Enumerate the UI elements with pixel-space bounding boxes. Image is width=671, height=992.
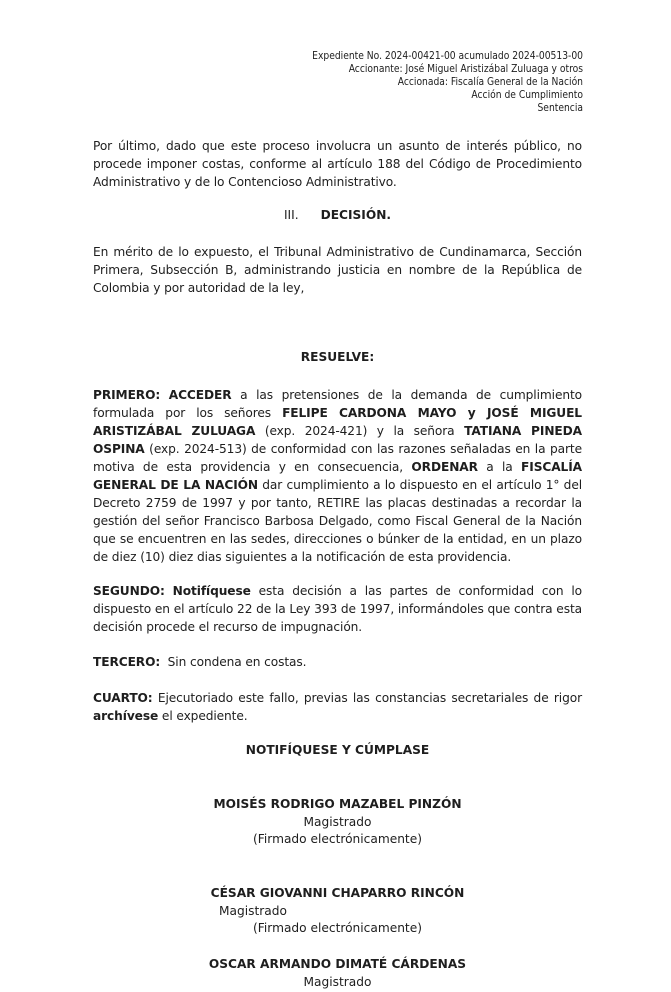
signature-block-1 — [93, 796, 582, 849]
primero-label: PRIMERO: — [93, 388, 161, 402]
signatory-role: Magistrado — [219, 903, 287, 918]
cuarto-label: CUARTO: — [93, 691, 153, 705]
signature-block-3 — [93, 956, 582, 991]
signatory-name: OSCAR ARMANDO DIMATÉ CÁRDENAS — [208, 957, 467, 971]
signature-note: (Firmado electrónicamente) — [253, 832, 422, 846]
section-title: DECISIÓN. — [320, 208, 392, 222]
tercero-label: TERCERO: — [93, 655, 161, 669]
signature-note: (Firmado electrónicamente) — [253, 921, 422, 935]
signature-block-2 — [93, 885, 582, 938]
primero-paragraph: PRIMERO: ACCEDER a las pretensiones de la demanda de cumplimiento formulada por los señores FELIPE CARDONA MAYO y JOSÉ MIGUEL ARISTIZÁBAL ZULUAGA (exp. 2024-421) y la señora TATIANA PINEDA OSPINA (exp. 2024-513) de conformidad con las razones señaladas en la parte motiva de esta providencia y en consecuencia, ORDENAR a la FISCALÍA GENERAL DE LA NACIÓN dar cumplimiento a lo dispuesto en el artículo 1° del Decreto 2759 de 1997 y por tanto, RETIRE las placas destinadas a recordar la gestión del señor Francisco Barbosa Delgado, como Fiscal General de la Nación que se encuentren en las sedes, direcciones o búnker de la entidad, en un plazo de diez (10) diez dias siguientes a la notificación de esta providencia. — [93, 388, 583, 564]
costas-paragraph: Por último, dado que este proceso involucra un asunto de interés público, no procede imponer costas, conforme al artículo 188 del Código de Procedimiento Administrativo y de lo Contencioso Administrativo. — [93, 139, 582, 189]
closing-formula: NOTIFÍQUESE Y CÚMPLASE — [245, 743, 430, 757]
defendant: Accionada: Fiscalía General de la Nación — [397, 77, 583, 88]
signatory-role: Magistrado — [303, 974, 372, 989]
tercero-paragraph: TERCERO: Sin condena en costas. — [93, 655, 307, 669]
cuarto-paragraph: CUARTO: Ejecutoriado este fallo, previas las constancias secretariales de rigor archívese el expediente. — [93, 691, 582, 723]
section-heading — [93, 207, 582, 225]
case-header — [312, 50, 583, 115]
plaintiff: Accionante: José Miguel Aristizábal Zuluaga y otros — [348, 64, 583, 75]
segundo-paragraph: SEGUNDO: Notifíquese esta decisión a las partes de conformidad con lo dispuesto en el artículo 22 de la Ley 393 de 1997, informándoles que contra esta decisión procede el recurso de impugnación. — [93, 584, 582, 634]
action-type: Acción de Cumplimiento — [471, 90, 583, 101]
signatory-name: CÉSAR GIOVANNI CHAPARRO RINCÓN — [210, 886, 465, 900]
document-type: Sentencia — [537, 103, 583, 114]
case-number: Expediente No. 2024-00421-00 acumulado 2024-00513-00 — [312, 51, 583, 62]
section-number: III. — [283, 208, 299, 222]
merito-paragraph: En mérito de lo expuesto, el Tribunal Administrativo de Cundinamarca, Sección Primera, Subsección B, administrando justicia en nombre de la República de Colombia y por autoridad de la ley, — [93, 245, 582, 295]
segundo-label: SEGUNDO: — [93, 584, 165, 598]
signatory-role: Magistrado — [303, 814, 372, 829]
resuelve-heading: RESUELVE: — [300, 350, 375, 364]
signatory-name: MOISÉS RODRIGO MAZABEL PINZÓN — [213, 797, 462, 811]
